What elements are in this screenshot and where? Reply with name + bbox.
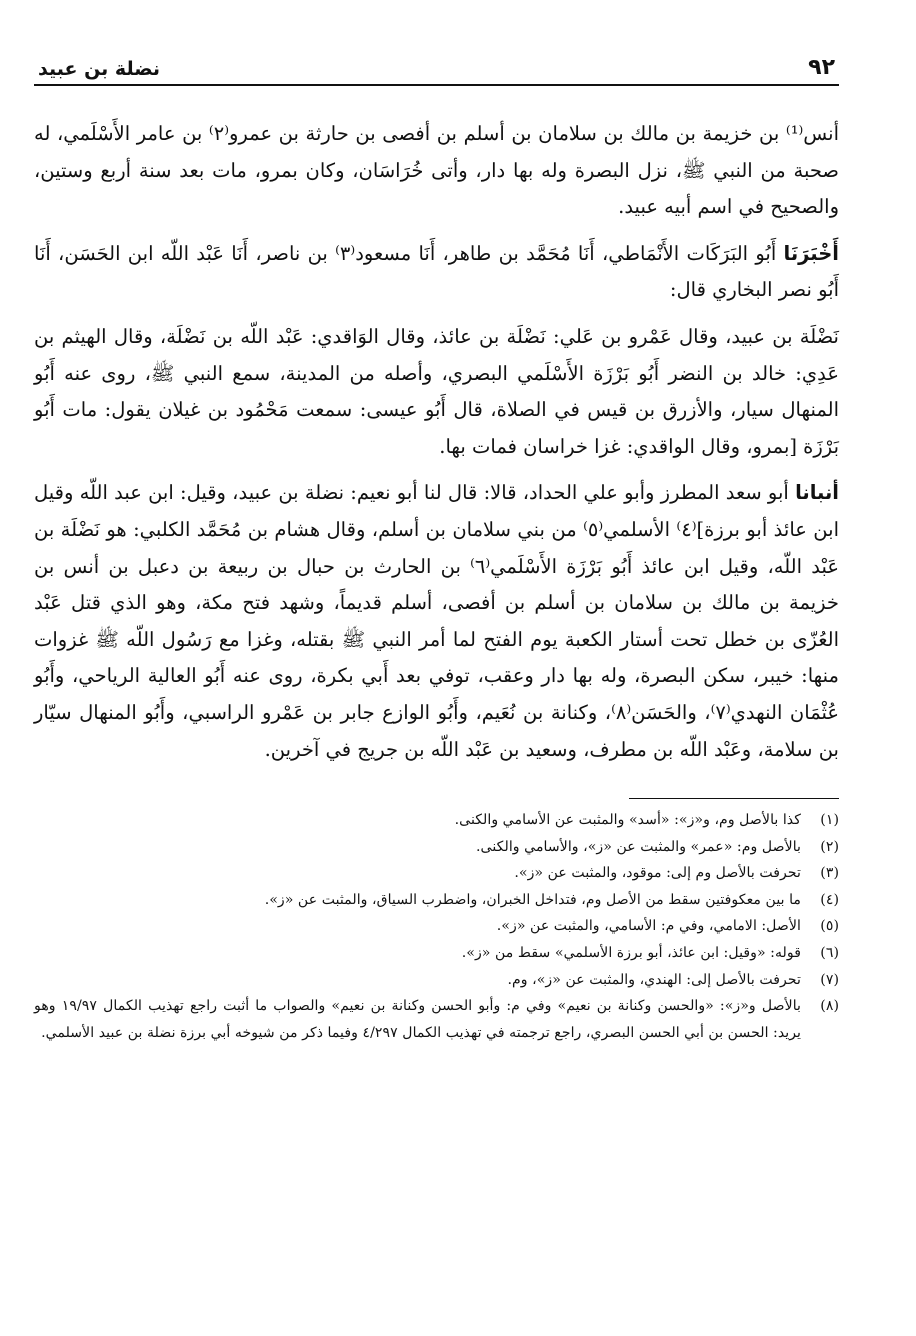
paragraph bbox=[34, 475, 839, 768]
footnote bbox=[34, 913, 839, 940]
footnote bbox=[34, 834, 839, 861]
footnote-text: قوله: «وقيل: ابن عائذ، أبو برزة الأسلمي» سقط من «ز». bbox=[461, 945, 801, 962]
footnote-number: (١) bbox=[820, 812, 839, 829]
paragraph-text: أَبُو البَرَكَات الأَنْمَاطي، أَنَا مُحَمَّد بن طاهر، أَنَا مسعود⁽٣⁾ بن ناصر، أَنَا عَبْد اللّه ابن الحَسَن، أَنَا أَبُو نصر البخاري قال: bbox=[34, 241, 839, 302]
paragraph-text: نَضْلَة بن عبيد، وقال عَمْرو بن عَلي: نَضْلَة بن عائذ، وقال الوَاقدي: عَبْد اللّه بن نَضْلَة، وقال الهيثم بن عَدِي: خالد بن النضر أَبُو بَرْزَة الأَسْلَمي البصري، وأصله من المدينة، سمع النبي ﷺ، روى عنه أَبُو المنهال سيار، والأزرق بن قيس في الصلاة، قال أَبُو عيسى: سمعت مَحْمُود بن غيلان يقول: مات أَبُو بَرْزَة [بمرو، وقال الواقدي: غزا خراسان فمات بها. bbox=[34, 324, 839, 458]
page-number: ٩٢ bbox=[808, 55, 835, 80]
footnotes bbox=[34, 807, 839, 1046]
footnote-number: (٧) bbox=[820, 971, 839, 988]
paragraph-lead: أنبانا bbox=[795, 481, 839, 505]
footnote-text: بالأصل و«ز»: «والحسن وكنانة بن نعيم» وفي م: وأبو الحسن وكنانة بن نعيم» والصواب ما أثبت راجع تهذيب الكمال ١٩/٩٧ وهو يريد: الحسن بن أبي الحسن البصري، راجع ترجمته في تهذيب الكمال ٤/٢٩٧ وفيما ذكر من شيوخه أبي برزة نضلة بن عبيد الأسلمي. bbox=[34, 998, 801, 1041]
paragraph-lead: أَخْبَرَنَا bbox=[783, 241, 839, 265]
page-header bbox=[34, 50, 839, 86]
paragraph-text: أبو سعد المطرز وأبو علي الحداد، قالا: قال لنا أبو نعيم: نضلة بن عبيد، وقيل: ابن عبد اللّه وقيل ابن عائذ أبو برزة]⁽٤⁾ الأسلمي⁽٥⁾ من بني سلامان بن أسلم، وقال هشام بن مُحَمَّد الكلبي: هو نَضْلَة بن عَبْد اللّه، وقيل ابن عائذ أَبُو بَرْزَة الأَسْلَمي⁽٦⁾ بن الحارث بن حبال بن ربيعة بن دعبل بن أنس بن خزيمة بن مالك بن سلامان بن أسلم بن أفصى، أسلم قديماً، وشهد فتح مكة، وهو الذي قتل عَبْد العُزّى بن خطل تحت أستار الكعبة يوم الفتح لما أمر النبي ﷺ بقتله، وغزا مع رَسُول اللّه ﷺ غزوات منها: خيبر، سكن البصرة، وله بها دار وعقب، توفي بعد أَبي بكرة، روى عنه أَبُو العالية الرياحي، وأَبُو عُثْمَان النهدي⁽٧⁾، والحَسَن⁽٨⁾، وكنانة بن نُعَيم، وأَبُو الوازع جابر بن عَمْرو الراسبي، وأَبُو المنهال سيّار بن سلامة، وعَبْد اللّه بن مطرف، وسعيد بن عَبْد اللّه بن جريج في آخرين. bbox=[34, 481, 840, 761]
footnote bbox=[34, 807, 839, 834]
footnote-number: (٦) bbox=[820, 945, 839, 962]
footnote-text: بالأصل وم: «عمر» والمثبت عن «ز»، والأسامي والكنى. bbox=[476, 838, 801, 855]
footnote-text: تحرفت بالأصل إلى: الهندي، والمثبت عن «ز»، وم. bbox=[507, 971, 801, 988]
footnote-divider bbox=[629, 798, 839, 799]
main-text bbox=[34, 116, 839, 768]
paragraph bbox=[34, 319, 839, 465]
paragraph-text: أنس⁽¹⁾ بن خزيمة بن مالك بن سلامان بن أسلم بن أفصى بن حارثة بن عمرو⁽٢⁾ بن عامر الأَسْلَمي، له صحبة من النبي ﷺ، نزل البصرة وله بها دار، وأتى خُرَاسَان، وكان بمرو، مات بعد سنة أربع وستين، والصحيح في اسم أبيه عبيد. bbox=[34, 122, 840, 219]
paragraph bbox=[34, 236, 839, 309]
footnote-number: (٨) bbox=[820, 998, 839, 1015]
paragraph bbox=[34, 116, 839, 226]
document-page bbox=[34, 50, 839, 1046]
footnote-number: (٢) bbox=[820, 838, 839, 855]
footnote-number: (٥) bbox=[820, 918, 839, 935]
footnote-text: ما بين معكوفتين سقط من الأصل وم، فتداخل الخبران، واضطرب السياق، والمثبت عن «ز». bbox=[264, 891, 801, 908]
running-title: نضلة بن عبيد bbox=[38, 58, 161, 80]
footnote bbox=[34, 887, 839, 914]
footnote-text: الأصل: الامامي، وفي م: الأسامي، والمثبت عن «ز». bbox=[496, 918, 801, 935]
footnote bbox=[34, 967, 839, 994]
footnote-text: تحرفت بالأصل وم إلى: موقود، والمثبت عن «ز». bbox=[514, 865, 801, 882]
footnote-number: (٣) bbox=[820, 865, 839, 882]
footnote bbox=[34, 940, 839, 967]
footnote-number: (٤) bbox=[820, 891, 839, 908]
footnote bbox=[34, 993, 839, 1046]
footnote-text: كذا بالأصل وم، و«ز»: «أسد» والمثبت عن الأسامي والكنى. bbox=[454, 812, 801, 829]
footnote bbox=[34, 860, 839, 887]
